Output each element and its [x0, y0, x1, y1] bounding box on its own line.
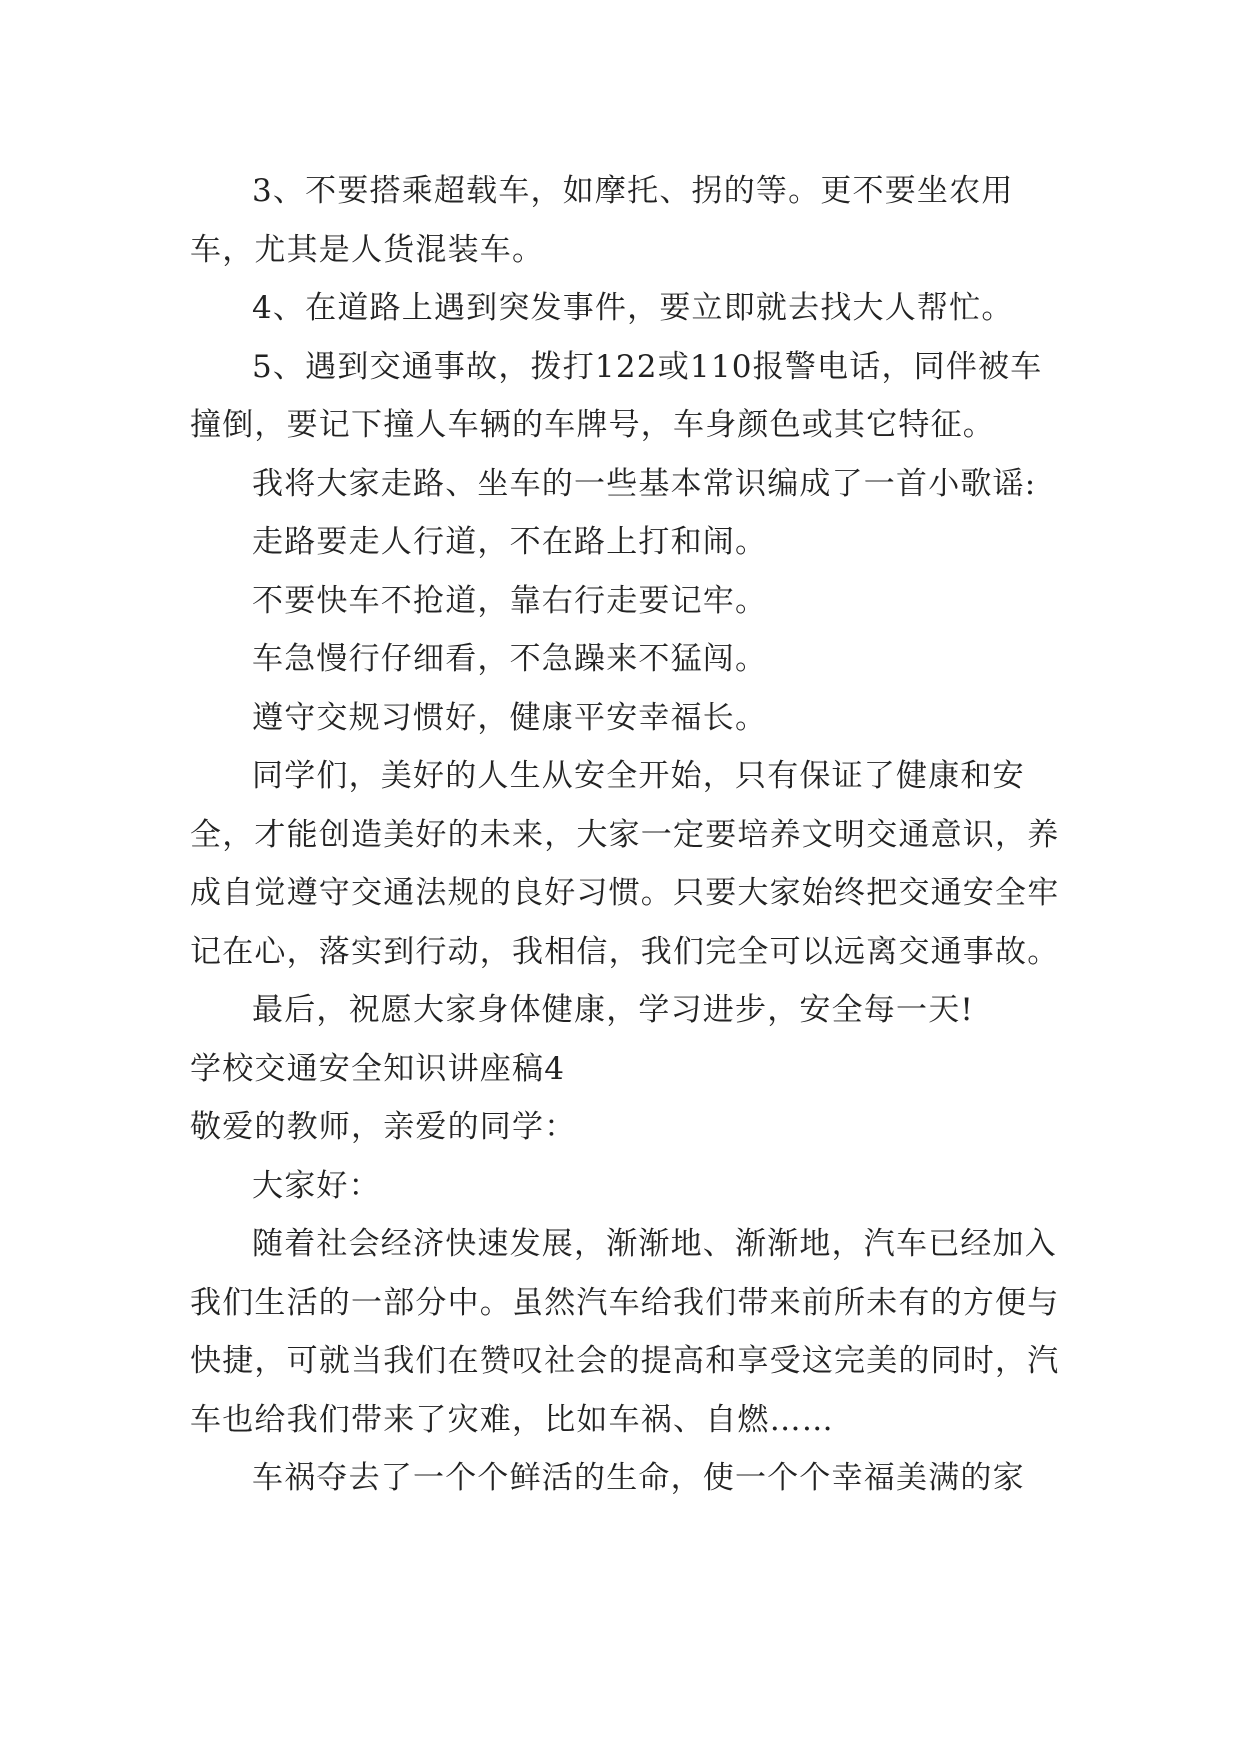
greeting: 大家好：: [252, 1167, 381, 1204]
paragraph-closing: 最后，祝愿大家身体健康，学习进步，安全每一天!: [252, 992, 975, 1028]
song-line-3: 车急慢行仔细看，不急躁来不猛闯。: [252, 641, 768, 677]
section-title: 学校交通安全知识讲座稿4: [190, 1050, 566, 1087]
paragraph-item-3: 3、不要搭乘超载车，如摩托、拐的等。更不要坐农用车，尤其是人货混装车。: [190, 173, 1014, 268]
paragraph-item-5: 5、遇到交通事故，拨打122或110报警电话，同伴被车撞倒，要记下撞人车辆的车牌号，车身颜色或其它特征。: [190, 348, 1043, 443]
salutation: 敬爱的教师，亲爱的同学：: [190, 1109, 577, 1145]
song-line-2: 不要快车不抢道，靠右行走要记牢。: [252, 582, 768, 619]
paragraph-accidents: 车祸夺去了一个个鲜活的生命，使一个个幸福美满的家: [252, 1460, 1025, 1496]
paragraph-students: 同学们，美好的人生从安全开始，只有保证了健康和安全，才能创造美好的未来，大家一定要培养文明交通意识，养成自觉遵守交通法规的良好习惯。只要大家始终把交通安全牢记在心，落实到行动，我相信，我们完全可以远离交通事故。: [190, 758, 1060, 970]
document-body: [190, 162, 1060, 1508]
paragraph-item-4: 4、在道路上遇到突发事件，要立即就去找大人帮忙。: [252, 290, 1014, 326]
song-line-4: 遵守交规习惯好，健康平安幸福长。: [252, 699, 768, 736]
song-line-1: 走路要走人行道，不在路上打和闹。: [252, 524, 768, 560]
paragraph-song-intro: 我将大家走路、坐车的一些基本常识编成了一首小歌谣:: [252, 465, 1037, 502]
paragraph-cars: 随着社会经济快速发展，渐渐地、渐渐地，汽车已经加入我们生活的一部分中。虽然汽车给我们带来前所未有的方便与快捷，可就当我们在赞叹社会的提高和享受这完美的同时，汽车也给我们带来了灾难，比如车祸、自燃……: [190, 1226, 1060, 1438]
